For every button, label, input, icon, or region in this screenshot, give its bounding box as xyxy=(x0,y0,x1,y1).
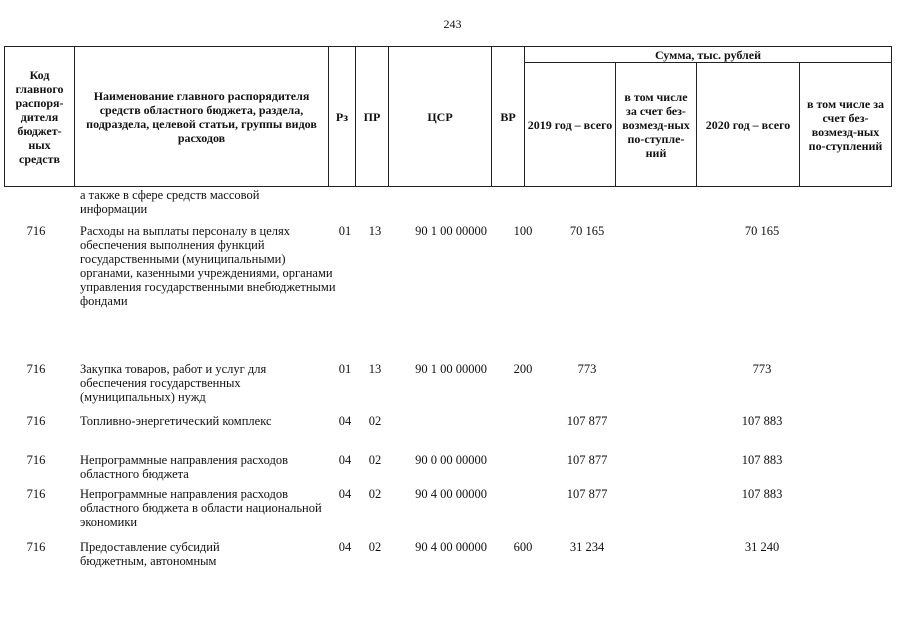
header-2019-total: 2019 год – всего xyxy=(525,63,616,187)
header-sum-group: Сумма, тыс. рублей xyxy=(525,47,892,63)
header-csr: ЦСР xyxy=(389,47,492,187)
header-code: Код главного распоря-дителя бюджет-ных средств xyxy=(5,47,75,187)
table-header xyxy=(4,46,892,187)
code-cell: 716 xyxy=(26,487,46,501)
y2020-cell: 107 883 xyxy=(741,487,783,501)
code-cell: 716 xyxy=(26,224,46,238)
csr-cell: 90 0 00 00000 xyxy=(415,453,487,467)
code-cell: 716 xyxy=(26,362,46,376)
y2020-cell: 107 883 xyxy=(741,453,783,467)
pr-cell: 02 xyxy=(368,414,382,428)
rz-cell: 04 xyxy=(338,453,352,467)
pr-cell: 02 xyxy=(368,487,382,501)
y2020-cell: 31 240 xyxy=(744,540,780,554)
rz-cell: 04 xyxy=(338,487,352,501)
name-cell: Предоставление субсидий бюджетным, автономным xyxy=(80,540,220,568)
header-2019-free: в том числе за счет без-возмезд-ных по-ступле-ний xyxy=(616,63,697,187)
code-cell: 716 xyxy=(26,414,46,428)
rz-cell: 04 xyxy=(338,414,352,428)
y2019-cell: 107 877 xyxy=(566,453,608,467)
header-2020-free: в том числе за счет без-возмезд-ных по-ступлений xyxy=(800,63,892,187)
header-rz: Рз xyxy=(329,47,356,187)
pr-cell: 13 xyxy=(368,224,382,238)
name-cell: Закупка товаров, работ и услуг для обеспечения государственных (муниципальных) нужд xyxy=(80,362,267,404)
y2020-cell: 70 165 xyxy=(744,224,780,238)
y2019-cell: 31 234 xyxy=(569,540,605,554)
rz-cell: 01 xyxy=(338,224,352,238)
name-cell: Непрограммные направления расходов областного бюджета xyxy=(80,453,288,481)
vr-cell: 100 xyxy=(513,224,533,238)
pr-cell: 02 xyxy=(368,453,382,467)
pr-cell: 13 xyxy=(368,362,382,376)
name-cell: Расходы на выплаты персоналу в целях обеспечения выполнения функций государственными (муниципальными) органами, казенными учреждениями, органами управления государственными внебюджетными фондами xyxy=(80,224,336,308)
y2019-cell: 70 165 xyxy=(569,224,605,238)
rz-cell: 01 xyxy=(338,362,352,376)
pr-cell: 02 xyxy=(368,540,382,554)
y2020-cell: 107 883 xyxy=(741,414,783,428)
header-vr: ВР xyxy=(492,47,525,187)
csr-cell: 90 1 00 00000 xyxy=(415,362,487,376)
csr-cell: 90 4 00 00000 xyxy=(415,487,487,501)
y2019-cell: 773 xyxy=(577,362,597,376)
header-name: Наименование главного распорядителя средств областного бюджета, раздела, подраздела, целевой статьи, группы видов расходов xyxy=(75,47,329,187)
header-pr: ПР xyxy=(356,47,389,187)
y2019-cell: 107 877 xyxy=(566,487,608,501)
vr-cell: 200 xyxy=(513,362,533,376)
csr-cell: 90 4 00 00000 xyxy=(415,540,487,554)
y2020-cell: 773 xyxy=(752,362,772,376)
page-number: 243 xyxy=(443,17,462,31)
rz-cell: 04 xyxy=(338,540,352,554)
code-cell: 716 xyxy=(26,540,46,554)
csr-cell: 90 1 00 00000 xyxy=(415,224,487,238)
vr-cell: 600 xyxy=(513,540,533,554)
header-2020-total: 2020 год – всего xyxy=(697,63,800,187)
name-cell: Непрограммные направления расходов областного бюджета в области национальной экономики xyxy=(80,487,322,529)
name-cell: а также в сфере средств массовой информации xyxy=(80,188,260,216)
name-cell: Топливно-энергетический комплекс xyxy=(80,414,272,428)
code-cell: 716 xyxy=(26,453,46,467)
y2019-cell: 107 877 xyxy=(566,414,608,428)
